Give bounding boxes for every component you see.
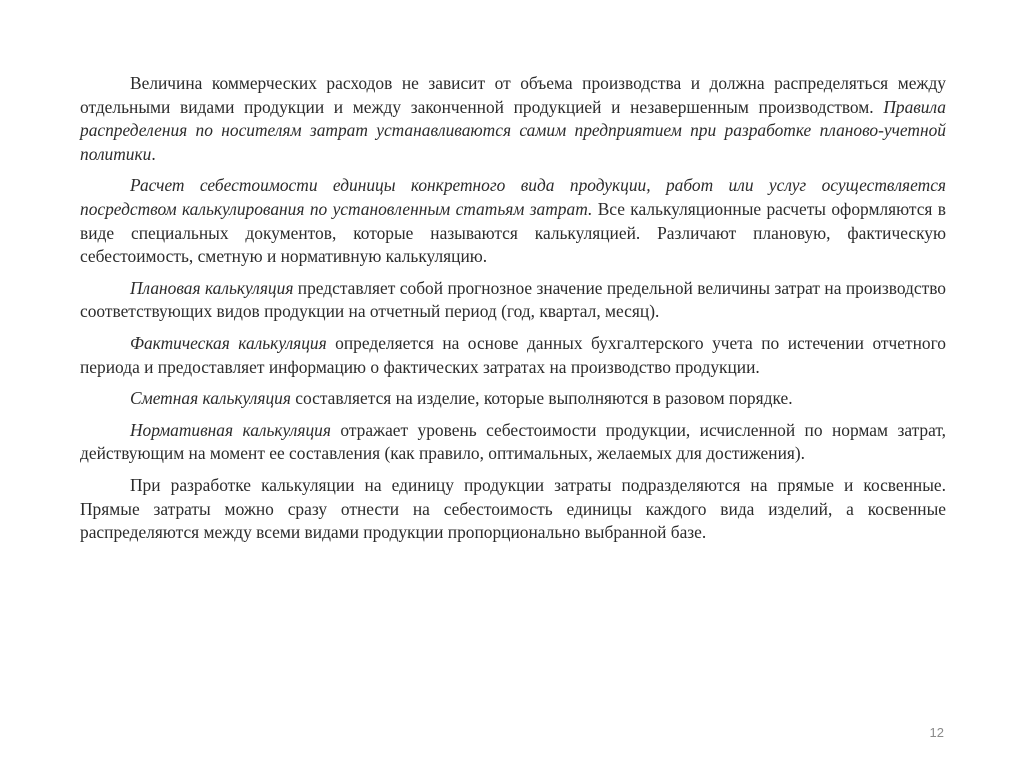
paragraph-text: При разработке калькуляции на единицу продукции затраты подразделяются на прямые и косвенные. Прямые затраты можно сразу отнести на себестоимость единицы каждого вида изделий, а косвенные распределяются между всеми видами продукции пропорционально выбранной базе. <box>80 474 946 543</box>
paragraph-text: представляет собой прогнозное значение предельной величины затрат на производство соответствующих видов продукции на отчетный период (год, квартал, месяц). <box>80 277 946 322</box>
paragraph-cost-calculation <box>80 174 946 268</box>
paragraph-italic-text: Нормативная калькуляция <box>130 419 331 440</box>
paragraph-direct-indirect-costs <box>80 474 946 545</box>
paragraph-italic-text: Правила распределения по носителям затрат устанавливаются самим предприятием при разработке планово-учетной политики <box>80 96 946 164</box>
paragraph-text: Величина коммерческих расходов не зависит от объема производства и должна распределяться между отдельными видами продукции и между законченной продукцией и незавершенным производством. <box>80 73 946 117</box>
document-body <box>80 72 946 553</box>
paragraph-text: составляется на изделие, которые выполняются в разовом порядке. <box>290 388 793 409</box>
paragraph-italic-text: Расчет себестоимости единицы конкретного вида продукции, работ или услуг осуществляется посредством калькулирования по установленным статьям затрат. <box>80 175 946 219</box>
paragraph-text-end: . <box>151 143 156 164</box>
paragraph-text: определяется на основе данных бухгалтерского учета по истечении отчетного периода и предоставляет информацию о фактических затратах на производство продукции. <box>80 332 946 377</box>
paragraph-estimate-calculation <box>80 387 946 411</box>
paragraph-text: отражает уровень себестоимости продукции, исчисленной по нормам затрат, действующим на момент ее составления (как правило, оптимальных, желаемых для достижения). <box>80 419 947 464</box>
paragraph-text: Все калькуляционные расчеты оформляются в виде специальных документов, которые называются калькуляцией. Различают плановую, фактическую себестоимость, сметную и нормативную калькуляцию. <box>80 198 946 267</box>
paragraph-normative-calculation <box>80 419 946 466</box>
page-number: 12 <box>929 725 944 740</box>
paragraph-planned-calculation <box>80 277 946 324</box>
paragraph-commercial-expenses <box>80 72 946 166</box>
paragraph-italic-text: Плановая калькуляция <box>130 277 294 298</box>
paragraph-italic-text: Сметная калькуляция <box>130 388 291 409</box>
paragraph-actual-calculation <box>80 332 946 379</box>
paragraph-italic-text: Фактическая калькуляция <box>130 332 327 353</box>
